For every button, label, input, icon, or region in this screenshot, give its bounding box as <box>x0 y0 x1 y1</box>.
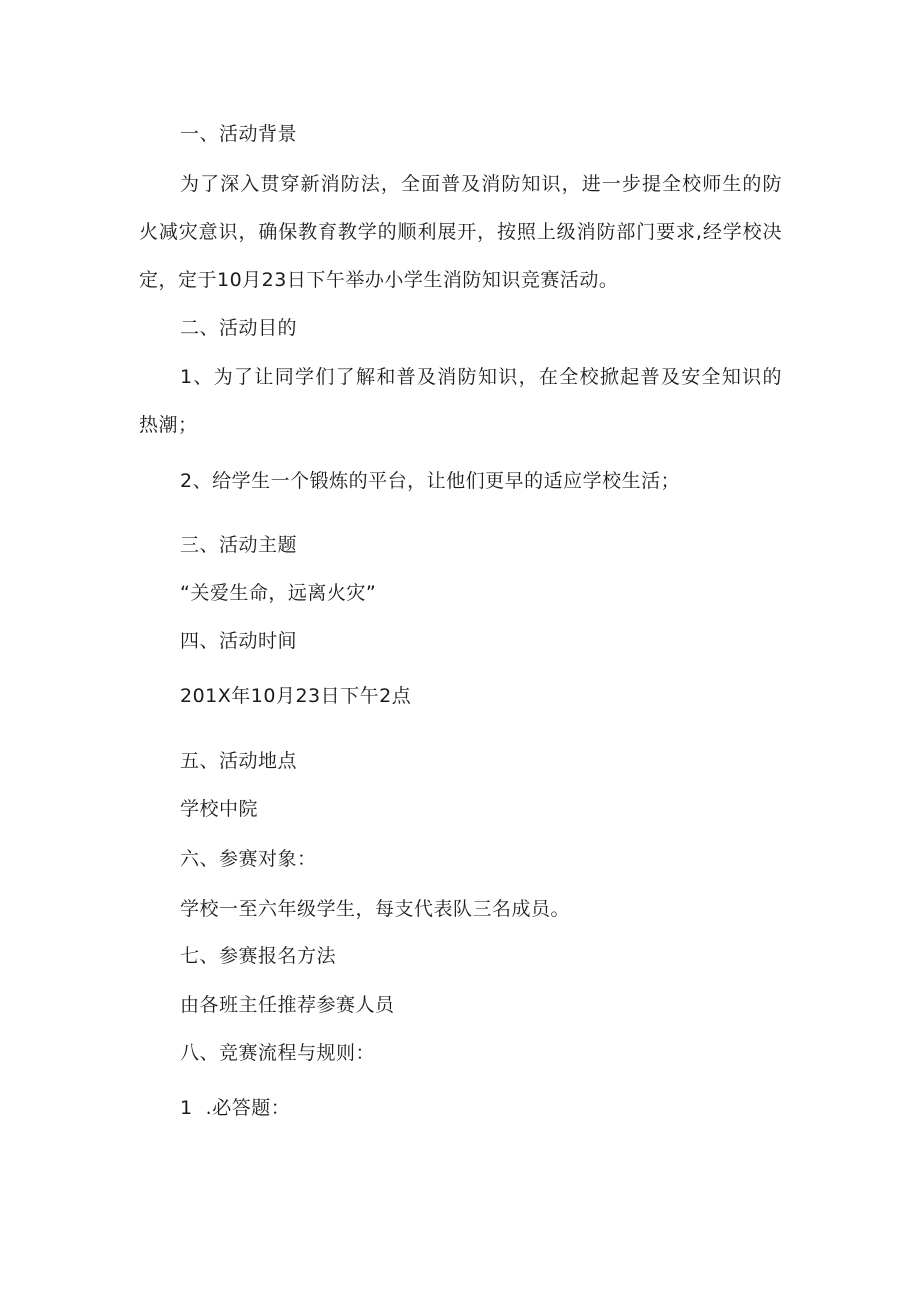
participants-description: 学校一至六年级学生，每支代表队三名成员。 <box>180 898 571 920</box>
section-heading-theme: 三、活动主题 <box>180 534 298 556</box>
event-time: 201X年10月23日下午2点 <box>180 685 412 707</box>
purpose-item-2: 2、给学生一个锻炼的平台，让他们更早的适应学校生活； <box>180 470 681 492</box>
section-heading-background: 一、活动背景 <box>180 123 298 145</box>
section-heading-purpose: 二、活动目的 <box>180 317 298 339</box>
event-location: 学校中院 <box>180 798 259 820</box>
rules-item-1: 1 .必答题： <box>180 1097 291 1119</box>
section-heading-registration: 七、参赛报名方法 <box>180 945 337 967</box>
section-heading-participants: 六、参赛对象： <box>180 848 317 870</box>
purpose-item-1-line-2: 热潮； <box>139 414 198 436</box>
background-paragraph-line-3: 定，定于10月23日下午举办小学生消防知识竞赛活动。 <box>139 269 619 291</box>
background-paragraph-line-2: 火减灾意识，确保教育教学的顺利展开，按照上级消防部门要求,经学校决 <box>139 221 782 243</box>
section-heading-rules: 八、竞赛流程与规则： <box>180 1042 376 1064</box>
registration-description: 由各班主任推荐参赛人员 <box>180 994 395 1016</box>
theme-slogan: “关爱生命，远离火灾” <box>180 582 377 604</box>
purpose-item-1-line-1: 1、为了让同学们了解和普及消防知识，在全校掀起普及安全知识的 <box>180 366 782 388</box>
section-heading-location: 五、活动地点 <box>180 750 298 772</box>
section-heading-time: 四、活动时间 <box>180 630 298 652</box>
background-paragraph-line-1: 为了深入贯穿新消防法，全面普及消防知识，进一步提全校师生的防 <box>180 173 782 195</box>
